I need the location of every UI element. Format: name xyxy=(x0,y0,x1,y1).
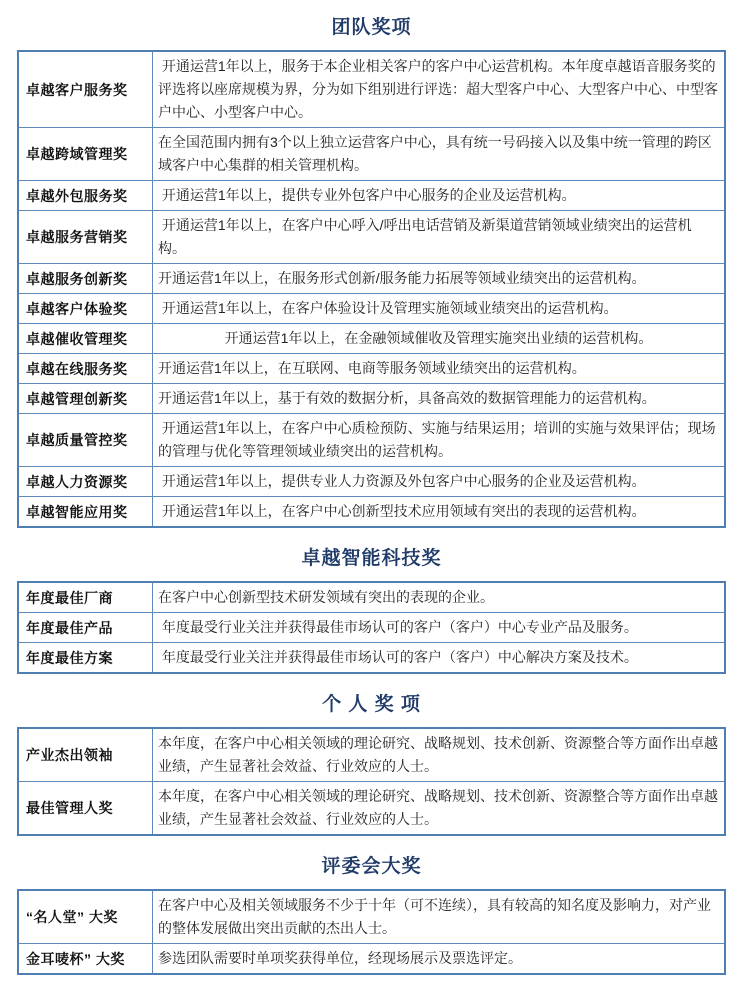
table-row xyxy=(18,211,725,264)
section-title: 个 人 奖 项 xyxy=(322,694,421,715)
award-table-body xyxy=(18,728,725,835)
award-section xyxy=(17,689,726,836)
award-name-cell: 年度最佳产品 xyxy=(18,613,153,643)
section-title: 卓越智能科技奖 xyxy=(301,548,442,569)
table-row xyxy=(18,728,725,782)
award-description-cell: 开通运营1年以上，提供专业外包客户中心服务的企业及运营机构。 xyxy=(153,181,726,211)
table-row xyxy=(18,582,725,613)
award-section xyxy=(17,851,726,975)
award-description-cell: 开通运营1年以上，服务于本企业相关客户的客户中心运营机构。本年度卓越语音服务奖的评选将以座席规模为界，分为如下组别进行评选：超大型客户中心、大型客户中心、中型客户中心、小型客户中心。 xyxy=(153,51,726,128)
award-name-cell: 年度最佳厂商 xyxy=(18,582,153,613)
award-description-cell: 开通运营1年以上，在金融领域催收及管理实施突出业绩的运营机构。 xyxy=(153,324,726,354)
award-name-cell: 卓越管理创新奖 xyxy=(18,384,153,414)
award-description-cell: 开通运营1年以上，在客户体验设计及管理实施领域业绩突出的运营机构。 xyxy=(153,294,726,324)
table-row xyxy=(18,264,725,294)
table-row xyxy=(18,782,725,836)
section-title: 评委会大奖 xyxy=(321,856,422,877)
section-title: 团队奖项 xyxy=(331,17,412,38)
award-name-cell: 卓越人力资源奖 xyxy=(18,467,153,497)
award-name-cell: 卓越智能应用奖 xyxy=(18,497,153,528)
table-row xyxy=(18,294,725,324)
award-description-cell: 参选团队需要时单项奖获得单位，经现场展示及票选评定。 xyxy=(153,944,726,975)
table-row xyxy=(18,128,725,181)
table-row xyxy=(18,51,725,128)
award-table xyxy=(17,50,726,528)
table-row xyxy=(18,414,725,467)
award-description-cell: 本年度，在客户中心相关领域的理论研究、战略规划、技术创新、资源整合等方面作出卓越业绩，产生显著社会效益、行业效应的人士。 xyxy=(153,728,726,782)
award-table-body xyxy=(18,582,725,673)
table-row xyxy=(18,384,725,414)
award-table xyxy=(17,727,726,836)
award-description-cell: 年度最受行业关注并获得最佳市场认可的客户（客户）中心解决方案及技术。 xyxy=(153,643,726,674)
award-description-cell: 开通运营1年以上，在客户中心呼入/呼出电话营销及新渠道营销领域业绩突出的运营机构。 xyxy=(153,211,726,264)
award-description-cell: 开通运营1年以上，在互联网、电商等服务领域业绩突出的运营机构。 xyxy=(153,354,726,384)
award-name-cell: 金耳唛杯” 大奖 xyxy=(18,944,153,975)
award-name-cell: 产业杰出领袖 xyxy=(18,728,153,782)
award-name-cell: “名人堂” 大奖 xyxy=(18,890,153,944)
table-row xyxy=(18,643,725,674)
award-description-cell: 开通运营1年以上，在客户中心质检预防、实施与结果运用；培训的实施与效果评估；现场的管理与优化等管理领域业绩突出的运营机构。 xyxy=(153,414,726,467)
award-description-cell: 本年度，在客户中心相关领域的理论研究、战略规划、技术创新、资源整合等方面作出卓越业绩，产生显著社会效益、行业效应的人士。 xyxy=(153,782,726,836)
table-row xyxy=(18,467,725,497)
award-table-body xyxy=(18,890,725,974)
award-name-cell: 年度最佳方案 xyxy=(18,643,153,674)
table-row xyxy=(18,354,725,384)
award-description-cell: 开通运营1年以上，在服务形式创新/服务能力拓展等领域业绩突出的运营机构。 xyxy=(153,264,726,294)
award-description-cell: 在客户中心及相关领域服务不少于十年（可不连续），具有较高的知名度及影响力，对产业的整体发展做出突出贡献的杰出人士。 xyxy=(153,890,726,944)
award-table xyxy=(17,581,726,674)
award-description-cell: 在全国范围内拥有3个以上独立运营客户中心，具有统一号码接入以及集中统一管理的跨区域客户中心集群的相关管理机构。 xyxy=(153,128,726,181)
award-name-cell: 卓越催收管理奖 xyxy=(18,324,153,354)
award-name-cell: 卓越客户服务奖 xyxy=(18,51,153,128)
award-name-cell: 卓越服务创新奖 xyxy=(18,264,153,294)
award-section xyxy=(17,543,726,674)
table-row xyxy=(18,324,725,354)
award-name-cell: 卓越跨域管理奖 xyxy=(18,128,153,181)
table-row xyxy=(18,613,725,643)
award-name-cell: 卓越外包服务奖 xyxy=(18,181,153,211)
table-row xyxy=(18,944,725,975)
award-name-cell: 卓越质量管控奖 xyxy=(18,414,153,467)
award-description-cell: 开通运营1年以上，基于有效的数据分析，具备高效的数据管理能力的运营机构。 xyxy=(153,384,726,414)
award-section xyxy=(17,12,726,528)
award-name-cell: 最佳管理人奖 xyxy=(18,782,153,836)
award-table xyxy=(17,889,726,975)
award-table-body xyxy=(18,51,725,527)
award-description-cell: 开通运营1年以上，在客户中心创新型技术应用领域有突出的表现的运营机构。 xyxy=(153,497,726,528)
award-description-cell: 开通运营1年以上，提供专业人力资源及外包客户中心服务的企业及运营机构。 xyxy=(153,467,726,497)
table-row xyxy=(18,497,725,528)
award-name-cell: 卓越服务营销奖 xyxy=(18,211,153,264)
award-description-cell: 在客户中心创新型技术研发领域有突出的表现的企业。 xyxy=(153,582,726,613)
table-row xyxy=(18,181,725,211)
award-description-cell: 年度最受行业关注并获得最佳市场认可的客户（客户）中心专业产品及服务。 xyxy=(153,613,726,643)
table-row xyxy=(18,890,725,944)
award-name-cell: 卓越在线服务奖 xyxy=(18,354,153,384)
award-name-cell: 卓越客户体验奖 xyxy=(18,294,153,324)
